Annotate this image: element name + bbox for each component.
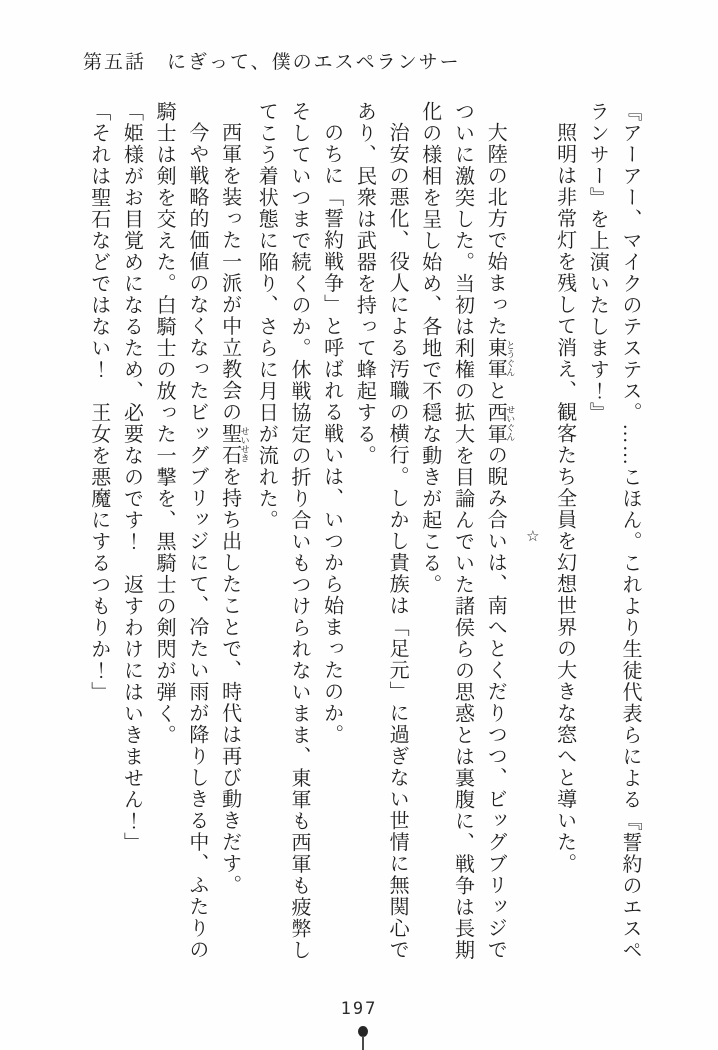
body-text [86,101,646,971]
text-line: 「それは聖石などではない！ 王女を悪魔にするつもりか！」 [87,101,110,703]
chapter-title: 第五話 にぎって、僕のエスペランサー [83,52,461,73]
text-line: 照明は非常灯を残して消え、観客たち全員を幻想世界の大きな窓へと導いた。 [553,122,576,875]
text-line: 「姫様がお目覚めになるため、必要なのです！ 返すわけにはいきません！」 [120,101,143,854]
text-line: 西軍を装った一派が中立教会の聖石 せいせきを持ち出したことで、時代は再び動きだす。 [218,122,250,896]
text-line: のちに「誓約戦争」と呼ばれる戦いは、いつから始まったのか。 [320,122,343,746]
section-divider-star: ☆ [523,527,540,545]
text-line: 『アーアー、マイクのテステス。……こほん。これより生徒代表らによる『誓約のエスペランサー』を上演いたします！』 [586,101,641,961]
text-line: 治安の悪化、役人による汚職の横行。しかし貴族は「足元」に過ぎない世情に無関心であり、民衆は武器を持って蜂起する。 [353,101,409,961]
pin-marker-icon [355,1026,371,1050]
pin-stem [362,1036,364,1050]
text-line: そしていつまで続くのか。休戦協定の折り合いもつけられないまま、東軍も西軍も疲弊してこう着状態に陥り、さらに月日が流れた。 [255,101,310,961]
text-line: 今や戦略的価値のなくなったビッグブリッジにて、冷たい雨が降りしきる中、ふたりの騎士は剣を交えた。白騎士の放った一撃を、黒騎士の剣閃が弾く。 [153,101,208,961]
page-number: 197 [340,999,378,1019]
text-line: 大陸の北方で始まった東軍 とうぐんと西軍 せいぐんの睨み合いは、南へとくだりつつ、ビッグブリッジでついに激突した。当初は利権の拡大を目論んでいた諸侯らの思惑とは裏腹に、戦争は長期化の様相を呈し始め、各地で不穏な動きが起こる。 [418,101,516,961]
